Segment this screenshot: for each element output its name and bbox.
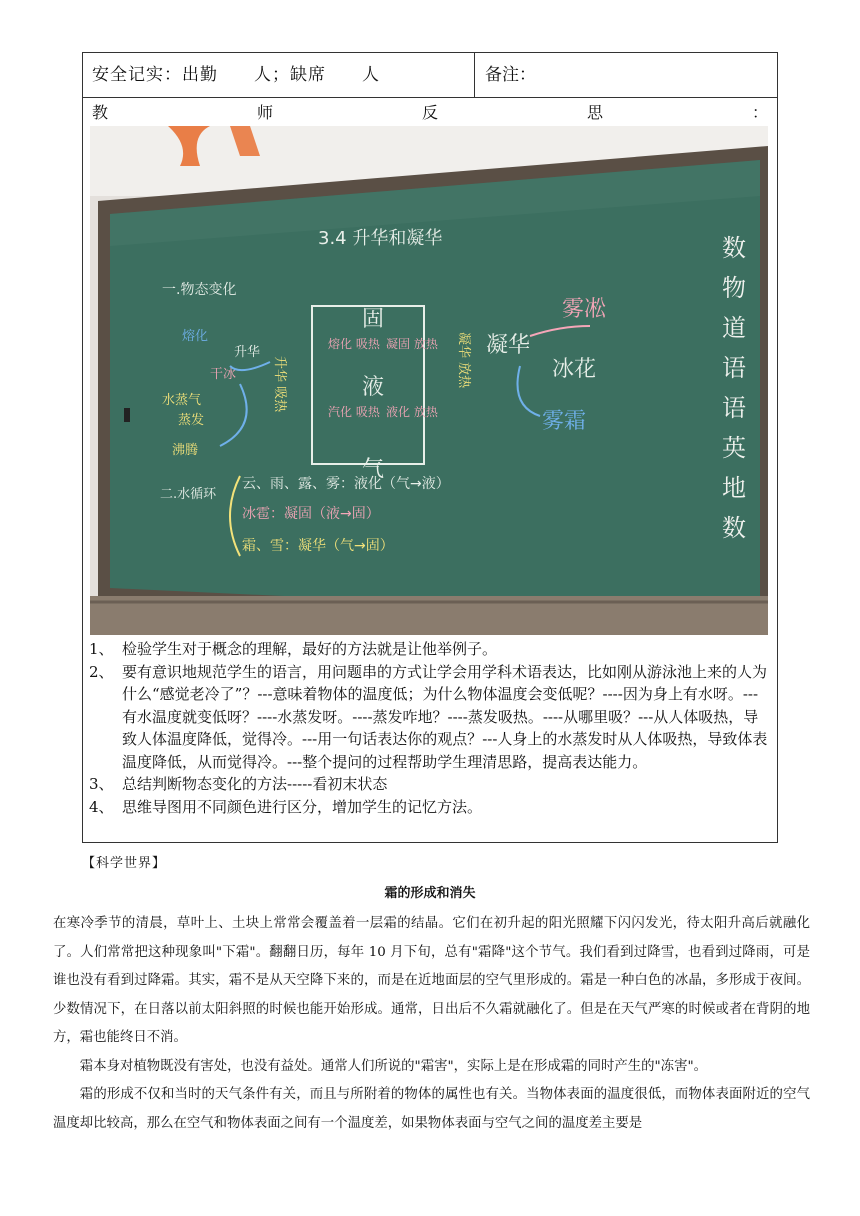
list-number: 1、 — [89, 640, 114, 658]
teacher-reflection-heading — [92, 100, 768, 124]
list-number: 4、 — [89, 797, 114, 816]
reflection-char: ： — [751, 103, 768, 122]
list-item — [89, 796, 773, 819]
attendance-cell: 安全记实：出勤 人；缺席 人 — [83, 53, 475, 97]
board-heading-1: 一.物态变化 — [162, 282, 237, 298]
reflection-char: 师 — [256, 103, 273, 122]
left-item: 沸腾 — [172, 443, 199, 458]
list-text: 思维导图用不同颜色进行区分，增加学生的记忆方法。 — [122, 797, 483, 816]
board-title: 3.4 升华和凝华 — [318, 228, 443, 249]
lesson-record-table — [82, 52, 778, 843]
article-paragraph: 在寒冷季节的清晨，草叶上、土块上常常会覆盖着一层霜的结晶。它们在初升起的阳光照耀下闪闪发光，待太阳升高后就融化了。人们常常把这种现象叫"下霜"。翻翻日历，每年 10 月下旬，总有"霜降"这个节气。我们看到过降雪，也看到过降雨，可是谁也没有看到过降霜。其实，霜不是从天空降下来的，而是在近地面层的空气里形成的。霜是一种白色的冰晶，多形成于夜间。少数情况下，在日落以前太阳斜照的时候也能开始形成。通常，日出后不久霜就融化了。但是在天气严寒的时候或者在背阴的地方，霜也能终日不消。 — [53, 916, 810, 1045]
right-item: 雾霜 — [542, 409, 587, 434]
schedule-item: 英 — [722, 434, 746, 462]
board-heading-2: 二.水循环 — [160, 487, 217, 502]
schedule-item: 数 — [722, 514, 746, 542]
state-gas: 气 — [362, 457, 385, 482]
list-text: 检验学生对于概念的理解，最好的方法就是让他举例子。 — [122, 640, 498, 658]
attendance-row — [83, 53, 777, 98]
schedule-item: 语 — [722, 354, 746, 382]
schedule-item: 语 — [722, 394, 746, 422]
right-item: 凝华 — [486, 333, 531, 358]
schedule-item: 道 — [722, 314, 746, 342]
right-item: 冰花 — [552, 357, 597, 382]
article-title: 霜的形成和消失 — [384, 886, 476, 901]
state-liquid: 液 — [362, 375, 385, 400]
cycle-line: 云、雨、露、雾：液化（气→液） — [242, 476, 450, 492]
left-item: 蒸发 — [178, 413, 205, 428]
evaporate-label: 汽化 吸热 — [328, 405, 380, 419]
schedule-item: 物 — [722, 274, 746, 302]
article-paragraph: 霜本身对植物既没有害处，也没有益处。通常人们所说的"霜害"，实际上是在形成霜的同时产生的"冻害"。 — [79, 1058, 708, 1074]
list-number: 2、 — [89, 662, 114, 681]
reflection-char: 教 — [92, 103, 109, 122]
section-tag: 【科学世界】 — [82, 856, 167, 871]
board-latch — [124, 408, 130, 422]
blackboard-photo — [90, 126, 768, 635]
reflection-char: 思 — [586, 103, 603, 122]
sublimation-label: 升华 吸热 — [272, 356, 287, 413]
reflection-list — [89, 638, 773, 818]
left-item: 水蒸气 — [162, 393, 202, 408]
right-item: 雾凇 — [562, 297, 607, 322]
list-text: 总结判断物态变化的方法-----看初末状态 — [122, 775, 388, 793]
state-solid: 固 — [362, 307, 385, 332]
article-body — [53, 910, 810, 1138]
list-item — [89, 773, 773, 796]
schedule-item: 数 — [722, 234, 746, 262]
liquefy-label: 液化 放热 — [386, 405, 438, 419]
cycle-line: 霜、雪：凝华（气→固） — [242, 538, 394, 554]
article-paragraph: 霜的形成不仅和当时的天气条件有关，而且与所附着的物体的属性也有关。当物体表面的温度很低，而物体表面附近的空气温度却比较高，那么在空气和物体表面之间有一个温度差，如果物体表面与空气之间的温度差主要是 — [53, 1087, 810, 1131]
reflection-char: 反 — [421, 103, 438, 122]
melt-label: 熔化 吸热 — [328, 337, 380, 351]
schedule-item: 地 — [722, 474, 746, 502]
list-number: 3、 — [89, 775, 114, 793]
left-item: 熔化 — [182, 329, 209, 344]
list-item — [89, 638, 773, 661]
left-item: 干冰 — [210, 367, 237, 382]
deposition-label: 凝华 放热 — [456, 332, 471, 389]
left-item: 升华 — [234, 345, 261, 360]
list-item — [89, 661, 773, 774]
list-text: 要有意识地规范学生的语言，用问题串的方式让学会用学科术语表达，比如刚从游泳池上来的人为什么“感觉老冷了”？---意味着物体的温度低；为什么物体温度会变低呢？----因为身上有水呀。---有水温度就变低呀？----水蒸发呀。----蒸发咋地？----蒸发吸热。----从哪里吸？---从人体吸热，导致人体温度降低，觉得冷。---用一句话表达你的观点？---人身上的水蒸发时从人体吸热，导致体表温度降低，从而觉得冷。---整个提问的过程帮助学生理清思路，提高表达能力。 — [122, 662, 768, 771]
freeze-label: 凝固 放热 — [386, 337, 438, 351]
cycle-line: 冰雹：凝固（液→固） — [242, 506, 380, 522]
remarks-cell: 备注： — [485, 65, 536, 85]
